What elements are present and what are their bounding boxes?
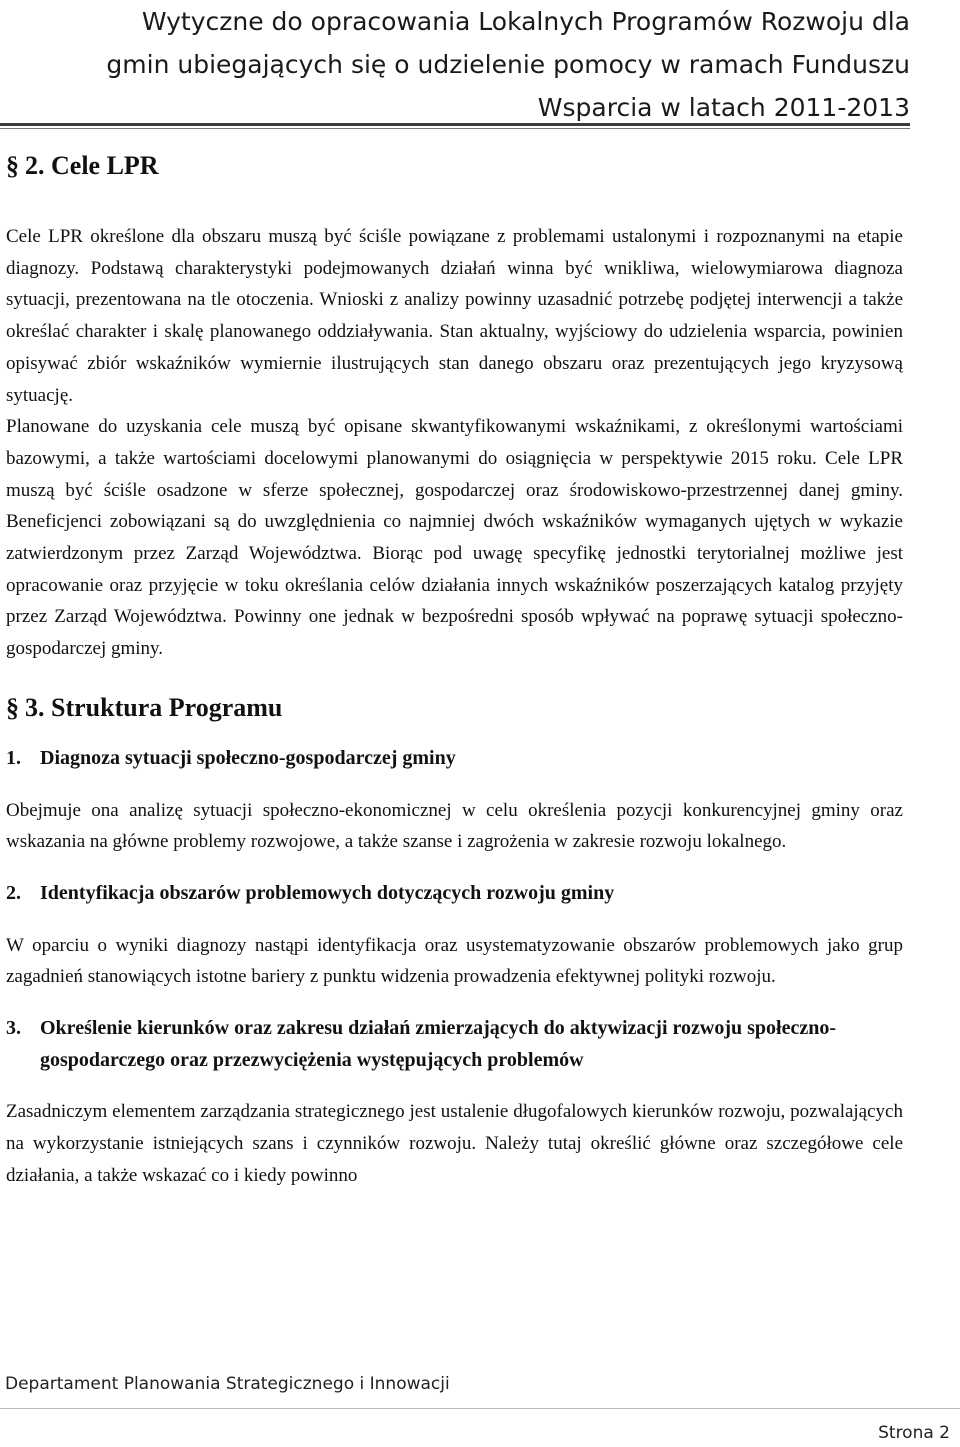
- section-2-heading: [6, 145, 903, 187]
- section-symbol: §: [6, 692, 19, 722]
- footer-department: Departament Planowania Strategicznego i Innowacji: [5, 1374, 450, 1394]
- header-line-2: gmin ubiegających się o udzielenie pomocy w ramach Funduszu: [106, 50, 910, 79]
- section-symbol: §: [6, 151, 19, 180]
- footer-divider: [0, 1408, 960, 1409]
- subsection-2-heading: [6, 878, 903, 910]
- subsection-2-text: W oparciu o wyniki diagnozy nastąpi identyfikacja oraz usystematyzowanie obszarów problemowych jako grup zagadnień stanowiących istotne bariery z punktu widzenia prowadzenia efektywnej polityki rozwoju.: [6, 934, 903, 988]
- header-divider-thin: [0, 128, 910, 129]
- subsection-1-text: Obejmuje ona analizę sytuacji społeczno-ekonomicznej w celu określenia pozycji konkurencyjnej gminy oraz wskazania na główne problemy rozwojowe, a także szanse i zagrożenia w zakresie rozwoju lokalnego.: [6, 799, 903, 853]
- subsection-3-heading: [6, 1013, 903, 1076]
- subsection-number: 2.: [6, 881, 21, 904]
- header-line-3: Wsparcia w latach 2011-2013: [537, 93, 910, 122]
- section-2-paragraph-1: Cele LPR określone dla obszaru muszą być ściśle powiązane z problemami ustalonymi i rozpoznanymi na etapie diagnozy. Podstawą charakterystyki podejmowanych działań winna być wnikliwa, wielowymiarowa diagnoza sytuacji, prezentowana na tle otoczenia. Wnioski z analizy powinny uzasadnić potrzebę podjętej interwencji a także określać charakter i skalę planowanego oddziaływania. Stan aktualny, wyjściowy do udzielenia wsparcia, powinien opisywać zbiór wskaźników wymiernie ilustrujących stan danego obszaru oraz prezentujących jego kryzysową sytuację.: [6, 226, 903, 406]
- section-2-title: 2. Cele LPR: [25, 151, 159, 180]
- document-body: [6, 145, 903, 1192]
- section-2-paragraph-2: Planowane do uzyskania cele muszą być opisane skwantyfikowanymi wskaźnikami, z określonymi wartościami bazowymi, a także wartościami docelowymi planowanymi do osiągnięcia w perspektywie 2015 roku. Cele LPR muszą być ściśle osadzone w sferze społecznej, gospodarczej oraz środowiskowo-przestrzennej danej gminy. Beneficjenci zobowiązani są do uwzględnienia co najmniej dwóch wskaźników wymaganych ujętych w wykazie zatwierdzonym przez Zarząd Województwa. Biorąc pod uwagę specyfikę jednostki terytorialnej możliwe jest opracowanie oraz przyjęcie w toku określania celów działania innych wskaźników poszerzających katalog przyjęty przez Zarząd Województwa. Powinny one jednak w bezpośredni sposób wpływać na poprawę sytuacji społeczno-gospodarczej gminy.: [6, 416, 903, 660]
- subsection-title: Określenie kierunków oraz zakresu działań zmierzających do aktywizacji rozwoju społeczno-gospodarczego oraz przezwyciężenia występujących problemów: [40, 1017, 837, 1071]
- section-3-title: 3. Struktura Programu: [25, 692, 283, 722]
- header-line-1: Wytyczne do opracowania Lokalnych Programów Rozwoju dla: [141, 7, 910, 36]
- section-3-heading: [6, 687, 903, 729]
- subsection-title: Identyfikacja obszarów problemowych dotyczących rozwoju gminy: [40, 881, 615, 904]
- subsection-1-heading: [6, 743, 903, 775]
- subsection-number: 1.: [6, 746, 21, 769]
- subsection-number: 3.: [6, 1017, 21, 1040]
- header-divider: [0, 123, 910, 126]
- subsection-3-text: Zasadniczym elementem zarządzania strategicznego jest ustalenie długofalowych kierunków rozwoju, pozwalających na wykorzystanie istniejących szans i czynników rozwoju. Należy tutaj określić główne oraz szczegółowe cele działania, a także wskazać co i kiedy powinno: [6, 1101, 903, 1186]
- running-header: [0, 0, 910, 129]
- page-number: Strona 2: [878, 1423, 950, 1443]
- subsection-title: Diagnoza sytuacji społeczno-gospodarczej gminy: [40, 746, 456, 769]
